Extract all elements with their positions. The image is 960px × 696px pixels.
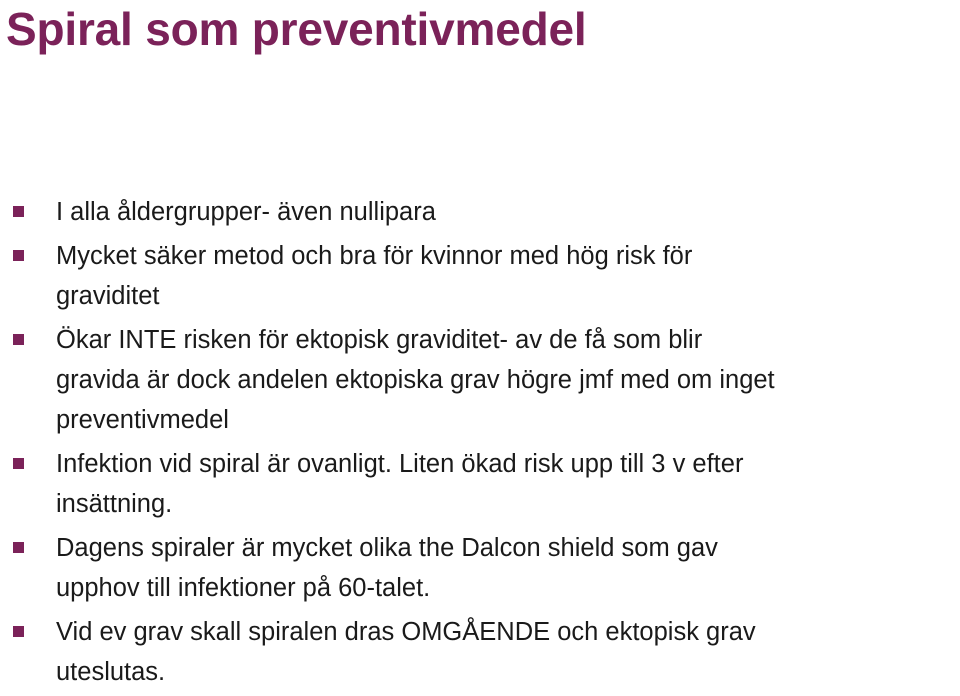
bullet-item [0, 192, 960, 232]
bullet-line: Mycket säker metod och bra för kvinnor med hög risk för [56, 242, 693, 270]
bullet-line: I alla åldergrupper- även nullipara [56, 198, 436, 226]
square-bullet-icon [13, 458, 24, 469]
bullet-line: graviditet [56, 282, 160, 310]
bullet-list [0, 192, 960, 696]
bullet-item [0, 320, 960, 440]
bullet-item [0, 236, 960, 316]
bullet-line: Vid ev grav skall spiralen dras OMGÅENDE och ektopisk grav [56, 618, 756, 646]
slide-title: Spiral som preventivmedel [6, 3, 587, 55]
square-bullet-icon [13, 626, 24, 637]
bullet-line: Infektion vid spiral är ovanligt. Liten ökad risk upp till 3 v efter [56, 450, 744, 478]
bullet-line: preventivmedel [56, 406, 229, 434]
bullet-item [0, 444, 960, 524]
square-bullet-icon [13, 542, 24, 553]
bullet-line: insättning. [56, 490, 173, 518]
bullet-line: uteslutas. [56, 658, 166, 686]
bullet-item [0, 612, 960, 692]
square-bullet-icon [13, 250, 24, 261]
square-bullet-icon [13, 334, 24, 345]
bullet-item [0, 528, 960, 608]
bullet-line: upphov till infektioner på 60-talet. [56, 574, 431, 602]
bullet-line: Dagens spiraler är mycket olika the Dalcon shield som gav [56, 534, 718, 562]
bullet-line: gravida är dock andelen ektopiska grav högre jmf med om inget [56, 366, 775, 394]
square-bullet-icon [13, 206, 24, 217]
bullet-line: Ökar INTE risken för ektopisk graviditet- av de få som blir [56, 326, 703, 354]
